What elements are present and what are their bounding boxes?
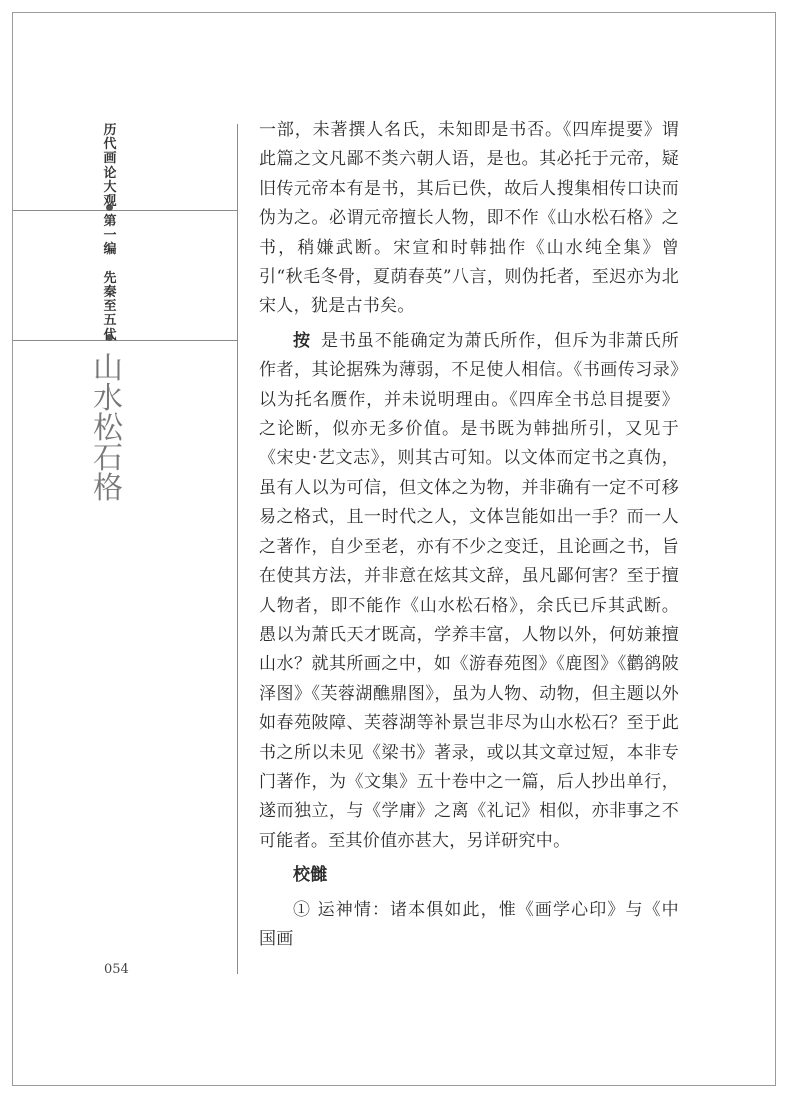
note-label: 按 <box>293 330 311 351</box>
body-text <box>259 116 679 954</box>
margin-divider-horizontal-2 <box>13 340 238 341</box>
margin-divider-vertical <box>237 124 238 974</box>
margin-divider-horizontal-1 <box>13 210 238 211</box>
paragraph-2-text: 是书虽不能确定为萧氏所作，但斥为非萧氏所作者，其论据殊为薄弱，不足使人相信。《书画传习录》以为托名赝作，并未说明理由。《四库全书总目提要》之论断，似亦无多价值。是书既为韩拙所引，又见于《宋史·艺文志》，则其古可知。以文体而定书之真伪，虽有人以为可信，但文体之为物，并非确有一定不可移易之格式，且一时代之人，文体岂能如出一手？而一人之著作，自少至老，亦有不少之变迁，且论画之书，旨在使其方法，并非意在炫其文辞，虽凡鄙何害？至于擅人物者，即不能作《山水松石格》，余氏已斥其武断。愚以为萧氏天才既高，学养丰富，人物以外，何妨兼擅山水？就其所画之中，如《游春苑图》《鹿图》《鹳鹆陂泽图》《芙蓉湖醮鼎图》，虽为人物、动物，但主题以外如春苑陂障、芙蓉湖等补景岂非尽为山水松石？至于此书之所以未见《梁书》著录，或以其文章过短，本非专门著作，为《文集》五十卷中之一篇，后人抄出单行，遂而独立，与《学庸》之离《礼记》相似，亦非事之不可能者。至其价值亦甚大，另详研究中。 <box>259 330 679 851</box>
footnote-1: ① 运神情：诸本俱如此，惟《画学心印》与《中国画 <box>259 899 679 949</box>
section-heading: 校雠 <box>293 865 328 886</box>
paragraph-2 <box>259 327 679 856</box>
series-title: 历 代 画 论 大 观 <box>103 123 117 210</box>
paragraph-1: 一部，未著撰人名氏，未知即是书否。《四库提要》谓此篇之文凡鄙不类六朝人语，是也。其必托于元帝，疑旧传元帝本有是书，其后已佚，故后人搜集相传口诀而伪为之。必谓元帝擅长人物，即不作《山水松石格》之书，稍嫌武断。宋宣和时韩拙作《山水纯全集》曾引“秋毛冬骨，夏荫春英”八言，则伪托者，至迟亦为北宋人，犹是古书矣。 <box>259 120 679 317</box>
page-number: 054 <box>104 962 129 977</box>
chapter-title: 山 水 松 石 格 <box>93 351 123 506</box>
part-title: 第 一 编 先 秦 至 五 代 <box>103 214 117 343</box>
